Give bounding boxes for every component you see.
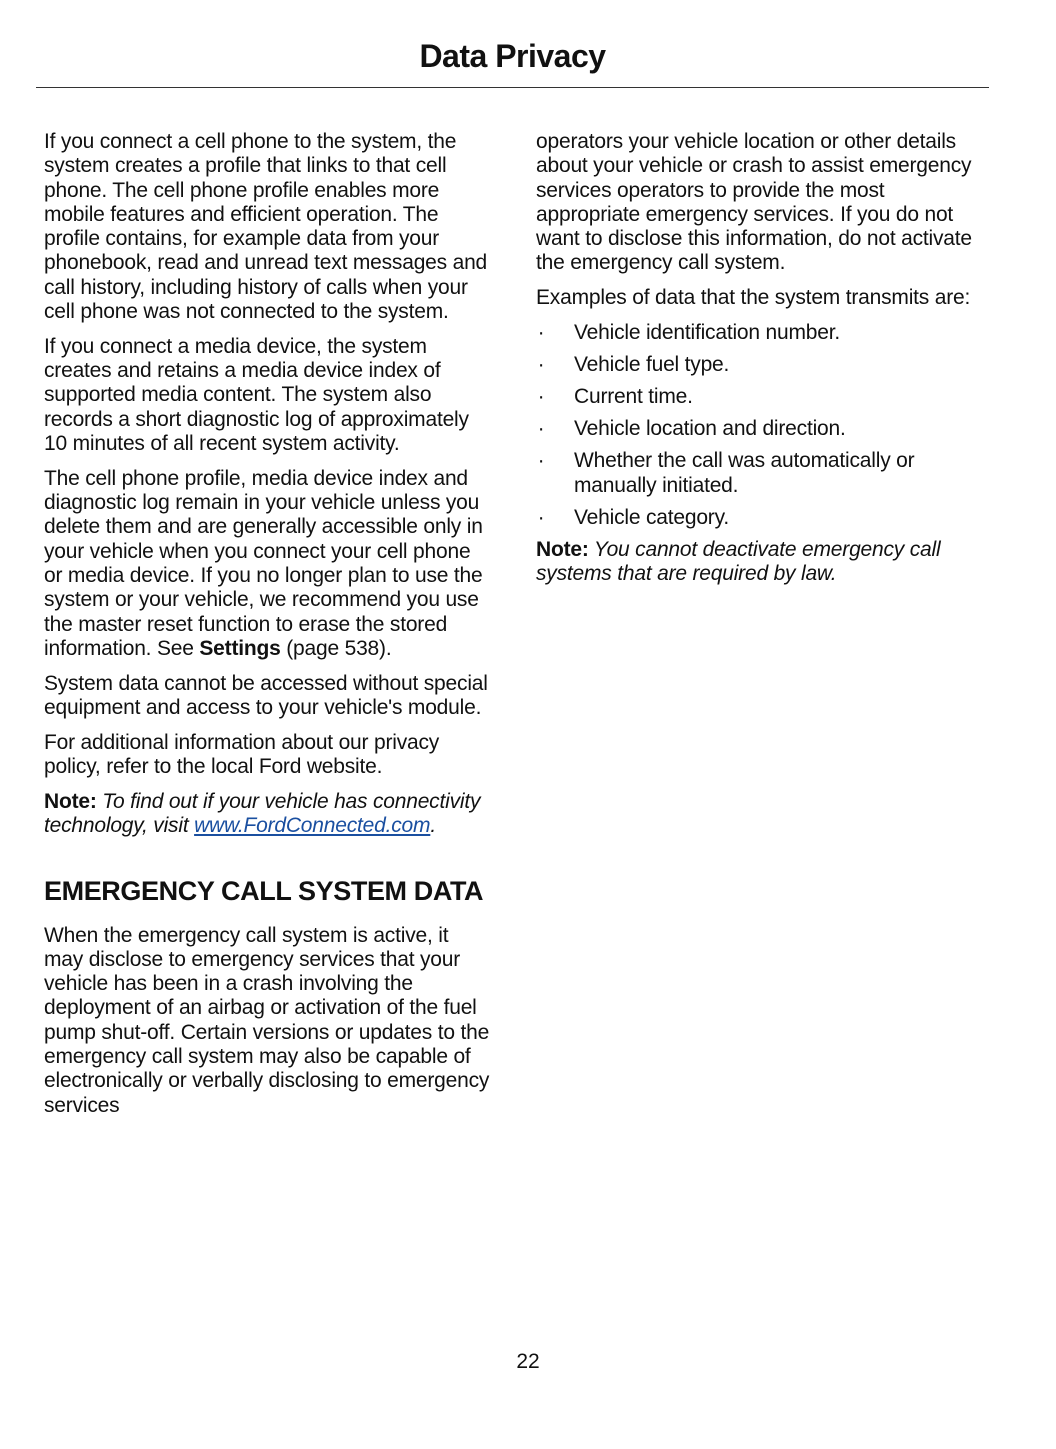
note-text: You cannot deactivate emergency call systems that are required by law. xyxy=(536,538,941,586)
note-label: Note: xyxy=(536,538,589,562)
page-header xyxy=(36,36,989,88)
paragraph-emergency-continued: operators your vehicle location or other details about your vehicle or crash to assist emergency services operators to provide the most appropriate emergency services. If you do not want to disclose this information, do not activate the emergency call system. xyxy=(536,130,972,275)
list-item-text: Current time. xyxy=(574,385,693,409)
list-item xyxy=(536,417,984,441)
bullet-icon: · xyxy=(537,449,545,473)
paragraph-profile-retention xyxy=(44,467,492,661)
page-title: Data Privacy xyxy=(419,38,606,74)
list-item-text: Vehicle fuel type. xyxy=(574,353,730,377)
section-heading-emergency-call: EMERGENCY CALL SYSTEM DATA xyxy=(44,875,484,906)
list-item xyxy=(536,353,984,377)
paragraph-media-device: If you connect a media device, the system creates and retains a media device index of supported media content. The system also records a short diagnostic log of approximately 10 minutes of all recent system activity. xyxy=(44,334,469,456)
bullet-icon: · xyxy=(537,505,545,529)
left-column xyxy=(44,130,492,1128)
note-label: Note: xyxy=(44,789,97,813)
page-reference: (page 538). xyxy=(280,636,392,660)
note-text: To find out if your vehicle has connectivity technology, visit xyxy=(44,789,481,838)
ford-connected-link[interactable]: www.FordConnected.com xyxy=(194,814,431,838)
list-item-text: Whether the call was automatically or manually initiated. xyxy=(574,449,915,497)
list-item-text: Vehicle identification number. xyxy=(574,321,841,345)
list-item xyxy=(536,321,984,345)
list-item xyxy=(536,385,984,409)
list-item xyxy=(536,449,984,498)
transmitted-data-list xyxy=(536,321,984,530)
bullet-icon: · xyxy=(537,385,545,409)
note-connectivity xyxy=(44,790,492,839)
paragraph-cell-phone-profile: If you connect a cell phone to the system, the system creates a profile that links to that cell phone. The cell phone profile enables more mobile features and efficient operation. The profile contains, for example data from your phonebook, read and unread text messages and call history, including history of calls when your cell phone was not connected to the system. xyxy=(44,130,488,324)
settings-reference-link[interactable]: Settings xyxy=(199,636,281,660)
list-item-text: Vehicle category. xyxy=(574,505,729,529)
bullet-icon: · xyxy=(537,353,545,377)
note-end: . xyxy=(430,814,436,838)
paragraph-system-data-access: System data cannot be accessed without special equipment and access to your vehicle's module. xyxy=(44,671,488,720)
paragraph-emergency-call-active: When the emergency call system is active, it may disclose to emergency services that your vehicle has been in a crash involving the deployment of an airbag or activation of the fuel pump shut-off. Certain versions or updates to the emergency call system may also be capable of electronically or verbally disclosing to emergency services xyxy=(44,923,490,1117)
paragraph-privacy-policy: For additional information about our privacy policy, refer to the local Ford website. xyxy=(44,730,440,779)
page-number: 22 xyxy=(516,1350,540,1373)
bullet-icon: · xyxy=(537,321,545,345)
retention-text: The cell phone profile, media device index and diagnostic log remain in your vehicle unless you delete them and are generally accessible only in your vehicle when you connect your cell phone or media device. If you no longer plan to use the system or your vehicle, we recommend you use the master reset function to erase the stored information. See xyxy=(44,466,483,660)
bullet-icon: · xyxy=(537,417,545,441)
right-column xyxy=(536,130,984,597)
list-item-text: Vehicle location and direction. xyxy=(574,417,846,441)
note-emergency-law xyxy=(536,538,984,587)
list-item xyxy=(536,506,984,530)
paragraph-examples-intro: Examples of data that the system transmits are: xyxy=(536,286,971,310)
